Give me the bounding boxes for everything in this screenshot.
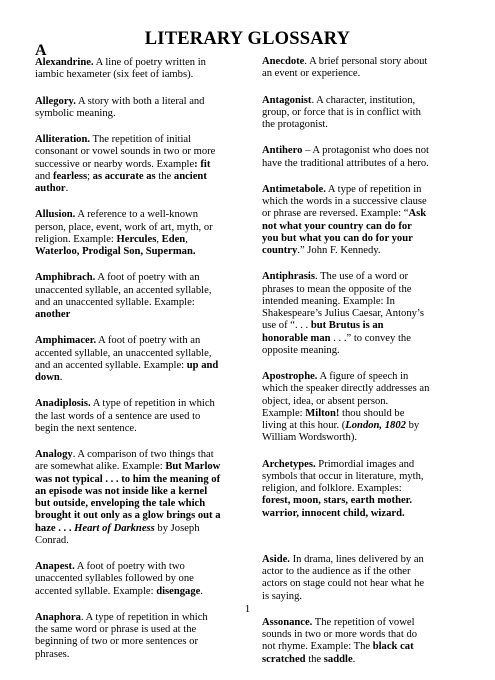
- entry-text: and: [35, 170, 53, 182]
- entry-definition: – A protagonist who does not have the traditional attributes of a hero.: [262, 145, 429, 169]
- entry-antimetabole: [262, 184, 430, 258]
- work-title: Heart of Darkness: [74, 522, 155, 534]
- example-phrase: up and down: [35, 359, 219, 383]
- example-word: fit: [200, 158, 211, 170]
- entry-definition: In drama, lines delivered by an actor to the audience as if the other actors on stage could not hear what he is saying.: [262, 553, 425, 602]
- example-phrase: as accurate: [92, 170, 144, 182]
- entry-amphimacer: [35, 335, 223, 384]
- entry-definition: A story with both a literal and symbolic meaning.: [35, 95, 205, 119]
- entry-text: .: [59, 372, 63, 383]
- entry-text: ,: [185, 233, 188, 245]
- entry-definition: A type of repetition in which the last words of a sentence are used to begin the next sentence.: [35, 398, 215, 434]
- entry-definition: . A character, institution, group, or force that is in conflict with the protagonist.: [262, 94, 421, 130]
- entry-antagonist: [262, 95, 430, 132]
- entry-definition: A foot of poetry with an unaccented syllable, an accented syllable, and an unaccented syllable. Example:: [35, 272, 212, 308]
- entry-definition: A type of repetition in which the words in a successive clause or phrase are reversed. Example: “: [262, 183, 427, 220]
- entry-definition: A reference to a well-known person, place, event, work of art, myth, or religion. Example:: [35, 209, 213, 245]
- entry-apostrophe: [262, 371, 430, 445]
- entry-term: Antagonist: [262, 94, 312, 106]
- entry-archetypes: [262, 459, 430, 520]
- entry-definition: A line of poetry written in iambic hexameter (six feet of iambs).: [35, 57, 206, 81]
- entry-term: Analogy: [35, 449, 73, 460]
- entry-allegory: [35, 96, 223, 121]
- example-word: fearless: [52, 170, 88, 182]
- example-phrase: Waterloo, Prodigal Son, Superman.: [35, 246, 196, 257]
- entry-text: by Joseph Conrad.: [35, 522, 200, 546]
- page-number: 1: [244, 603, 251, 615]
- entry-text: . . .” to convey the opposite meaning.: [262, 332, 411, 356]
- example-word: disengage: [156, 585, 201, 597]
- entry-anaphora: [35, 612, 223, 661]
- example-phrase: black cat scratched: [262, 641, 414, 665]
- entry-text: the: [155, 170, 174, 182]
- entry-definition: A foot of poetry with an accented syllable, an unaccented syllable, and an accented syllable. Example:: [35, 335, 212, 371]
- entry-aside: [262, 554, 430, 603]
- entry-term: Antihero: [262, 145, 303, 157]
- example-quote: Ask not what your country can do for you but what you can do for your country: [262, 208, 427, 256]
- entry-definition: Primordial images and symbols that occur in literature, myth, religion, and folklore. Examples:: [262, 458, 424, 494]
- entry-term: Alliteration.: [35, 134, 91, 145]
- entry-term: Apostrophe.: [262, 371, 318, 382]
- entry-assonance: [262, 617, 430, 666]
- entry-text: ;: [87, 170, 93, 182]
- entry-text: the: [305, 653, 324, 665]
- entry-antihero: [262, 145, 430, 170]
- entry-term: Anadiplosis.: [35, 398, 91, 410]
- entry-term: Antimetabole.: [262, 183, 326, 195]
- entry-term: Antiphrasis: [262, 271, 315, 283]
- example-word: saddle: [323, 653, 353, 665]
- example-word: another: [35, 309, 71, 320]
- entry-term: Amphibrach.: [35, 272, 96, 284]
- example-list: forest, moon, stars, earth mother. warrior, innocent child, wizard.: [262, 495, 413, 519]
- entry-definition: . The use of a word or phrases to mean the opposite of the intended meaning. Example: In Shakespeare’s Julius Caesar, Antony’s use of “. . .: [262, 271, 424, 332]
- entry-amphibrach: [35, 272, 223, 321]
- left-column: [35, 44, 223, 675]
- entry-term: Amphimacer.: [35, 335, 97, 347]
- entry-text: .: [200, 585, 203, 597]
- example-word: Milton!: [305, 407, 340, 419]
- section-letter: A: [35, 42, 47, 59]
- page-title: LITERARY GLOSSARY: [144, 29, 351, 49]
- entry-text: :: [194, 158, 201, 170]
- entry-definition: . A comparison of two things that are somewhat alike. Example:: [35, 449, 214, 473]
- entry-term: Anapest.: [35, 561, 75, 572]
- entry-term: Allusion.: [35, 209, 76, 221]
- entry-definition: The repetition of initial consonant or vowel sounds in two or more successive or nearby words. Example: [35, 134, 216, 170]
- entry-definition: . A brief personal story about an event or experience.: [262, 56, 428, 80]
- work-title: London, 1802: [345, 420, 406, 431]
- example-word: as: [146, 170, 156, 182]
- right-column: [262, 56, 430, 680]
- entry-anadiplosis: [35, 398, 223, 435]
- entry-anecdote: [262, 56, 430, 81]
- entry-text: .” John F. Kennedy.: [297, 245, 381, 256]
- example-word: Eden: [161, 233, 186, 245]
- entry-antiphrasis: [262, 271, 430, 357]
- entry-term: Aside.: [262, 553, 290, 565]
- entry-definition: The repetition of vowel sounds in two or more words that do not rhyme. Example: The: [262, 616, 418, 653]
- entry-text: ,: [156, 233, 162, 245]
- entry-allusion: [35, 209, 223, 258]
- entry-analogy: [35, 449, 223, 547]
- entry-alliteration: [35, 134, 223, 195]
- entry-definition: A foot of poetry with two unaccented syllables followed by one accented syllable. Example:: [35, 561, 194, 597]
- entry-anapest: [35, 561, 223, 598]
- entry-term: Allegory.: [35, 95, 76, 107]
- example-phrase: ancient author: [35, 170, 207, 194]
- entry-term: Anecdote: [262, 56, 305, 67]
- entry-text: by William Wordsworth).: [262, 420, 420, 444]
- entry-term: Archetypes.: [262, 458, 316, 470]
- example-quote: but Brutus is an honorable man: [262, 320, 384, 344]
- entry-text: thou should be living at this hour. (: [262, 407, 405, 431]
- example-word: Hercules: [116, 233, 157, 245]
- entry-text: .: [352, 653, 356, 665]
- example-quote: But Marlow was not typical . . . to him the meaning of an episode was not inside like a kernel but outside, enveloping the tale which brought it out only as a glow brings out a haze . . .: [35, 461, 221, 534]
- entry-definition: A figure of speech in which the speaker directly addresses an object, idea, or absent person. Example:: [262, 371, 430, 419]
- entry-term: Anaphora: [35, 611, 81, 623]
- entry-term: Alexandrine.: [35, 57, 94, 68]
- entry-term: Assonance.: [262, 616, 313, 628]
- entry-definition: . A type of repetition in which the same word or phrase is used at the beginning of two or more sentences or phrases.: [35, 611, 208, 660]
- entry-text: .: [65, 183, 69, 194]
- entry-alexandrine: [35, 57, 223, 82]
